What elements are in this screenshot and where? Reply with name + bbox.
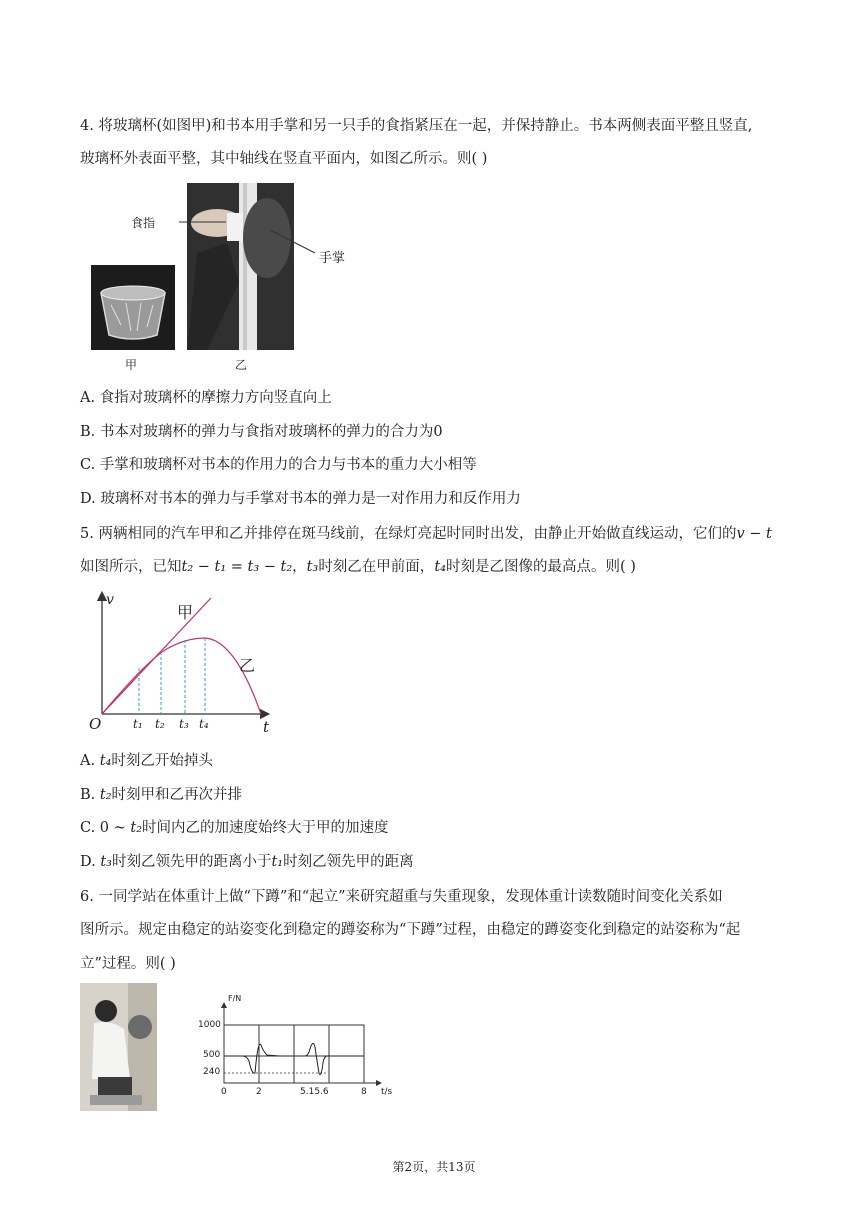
vt-tick-t4: t₄ bbox=[199, 717, 209, 731]
q5-t4: t₄ bbox=[434, 559, 446, 575]
vt-tick-t2: t₂ bbox=[155, 717, 165, 731]
q5-option-c bbox=[80, 818, 389, 838]
q5-vt: v − t bbox=[736, 526, 772, 542]
q5-line1 bbox=[80, 524, 772, 544]
vt-label-yi: 乙 bbox=[239, 656, 256, 675]
q6-line3: 立”过程。则( ) bbox=[80, 956, 176, 972]
vt-label-o: O bbox=[89, 715, 102, 733]
vt-curve-yi bbox=[102, 638, 261, 714]
ft-xlabel: t/s bbox=[381, 1087, 393, 1097]
q5-line2-a: 如图所示，已知 bbox=[80, 559, 182, 575]
q5-line1-text: 5. 两辆相同的汽车甲和乙并排停在斑马线前，在绿灯亮起时同时出发，由静止开始做直线运动，它们的 bbox=[80, 526, 737, 542]
q6-line2: 图所示。规定由稳定的站姿变化到稳定的蹲姿称为“下蹲”过程，由稳定的蹲姿变化到稳定的站姿称为“起 bbox=[80, 922, 741, 938]
q5-option-b bbox=[80, 785, 242, 805]
caption-yi: 乙 bbox=[235, 358, 248, 372]
ft-x5: 5.15.6 bbox=[300, 1087, 329, 1097]
ft-x0: 0 bbox=[221, 1087, 227, 1097]
q5-option-a bbox=[80, 751, 213, 771]
q5-opt-c-text: 时间内乙的加速度始终大于甲的加速度 bbox=[142, 820, 389, 836]
ft-x2: 2 bbox=[256, 1087, 262, 1097]
q4-option-b: B. 书本对玻璃杯的弹力与食指对玻璃杯的弹力的合力为0 bbox=[80, 424, 443, 440]
vt-label-jia: 甲 bbox=[177, 603, 194, 622]
photo-squatting-student bbox=[80, 983, 157, 1111]
page-footer: 第2页，共13页 bbox=[392, 1160, 476, 1174]
photo-glass-cup bbox=[91, 265, 175, 350]
q4-option-c: C. 手掌和玻璃杯对书本的作用力的合力与书本的重力大小相等 bbox=[80, 457, 477, 473]
q5-line2-b: ， bbox=[292, 559, 307, 575]
ft-ylabel: F/N bbox=[228, 994, 242, 1003]
q5-opt-c-var: t₂ bbox=[130, 820, 143, 836]
q5-line2-d: 时刻是乙图像的最高点。则( ) bbox=[445, 559, 636, 575]
q4-option-d: D. 玻璃杯对书本的弹力与手掌对书本的弹力是一对作用力和反作用力 bbox=[80, 491, 521, 507]
q4-option-a: A. 食指对玻璃杯的摩擦力方向竖直向上 bbox=[80, 390, 332, 406]
q5-opt-b-var: t₂ bbox=[99, 787, 112, 803]
q5-opt-b-text: 时刻甲和乙再次并排 bbox=[111, 787, 243, 803]
ft-y500: 500 bbox=[203, 1050, 221, 1060]
q5-line2-c: 时刻乙在甲前面， bbox=[318, 559, 435, 575]
vt-tick-t1: t₁ bbox=[133, 717, 143, 731]
q5-opt-b-pre: B. bbox=[80, 787, 100, 803]
squatting-student-drawing bbox=[80, 983, 157, 1111]
glass-cup-drawing bbox=[91, 265, 175, 350]
q5-opt-d-var2: t₁ bbox=[271, 854, 284, 870]
q5-option-d bbox=[80, 852, 414, 872]
ft-x8: 8 bbox=[361, 1087, 367, 1097]
caption-jia: 甲 bbox=[125, 358, 138, 372]
q5-opt-c-pre: C. 0 ~ bbox=[80, 820, 131, 836]
q5-opt-a-var: t₄ bbox=[99, 753, 112, 769]
q5-opt-a-text: 时刻乙开始掉头 bbox=[111, 753, 213, 769]
label-palm: 手掌 bbox=[319, 251, 346, 266]
q4-label-lines bbox=[150, 210, 380, 270]
q4-line2: 玻璃杯外表面平整，其中轴线在竖直平面内，如图乙所示。则( ) bbox=[80, 151, 488, 167]
q5-opt-d-end: 时刻乙领先甲的距离 bbox=[283, 854, 414, 870]
vt-tick-t3: t₃ bbox=[179, 717, 189, 731]
vt-label-v: v bbox=[106, 592, 114, 608]
q5-line2 bbox=[80, 557, 636, 577]
q6-line1: 6. 一同学站在体重计上做“下蹲”和“起立”来研究超重与失重现象，发现体重计读数随时间变化关系如 bbox=[80, 889, 723, 905]
ft-y1000: 1000 bbox=[198, 1020, 221, 1030]
ft-y240: 240 bbox=[203, 1067, 221, 1077]
q4-line1: 4. 将玻璃杯(如图甲)和书本用手掌和另一只手的食指紧压在一起，并保持静止。书本两侧表面平整且竖直, bbox=[80, 118, 753, 134]
q5-opt-d-pre: D. bbox=[80, 854, 101, 870]
q5-opt-d-mid: 时刻乙领先甲的距离小于 bbox=[111, 854, 272, 870]
q5-equation: t₂ − t₁ = t₃ − t₂ bbox=[181, 559, 293, 575]
q5-opt-d-var1: t₃ bbox=[100, 854, 112, 870]
label-finger: 食指 bbox=[131, 216, 156, 230]
q5-t3: t₃ bbox=[306, 559, 319, 575]
vt-label-t: t bbox=[263, 718, 270, 736]
q5-opt-a-pre: A. bbox=[80, 753, 100, 769]
